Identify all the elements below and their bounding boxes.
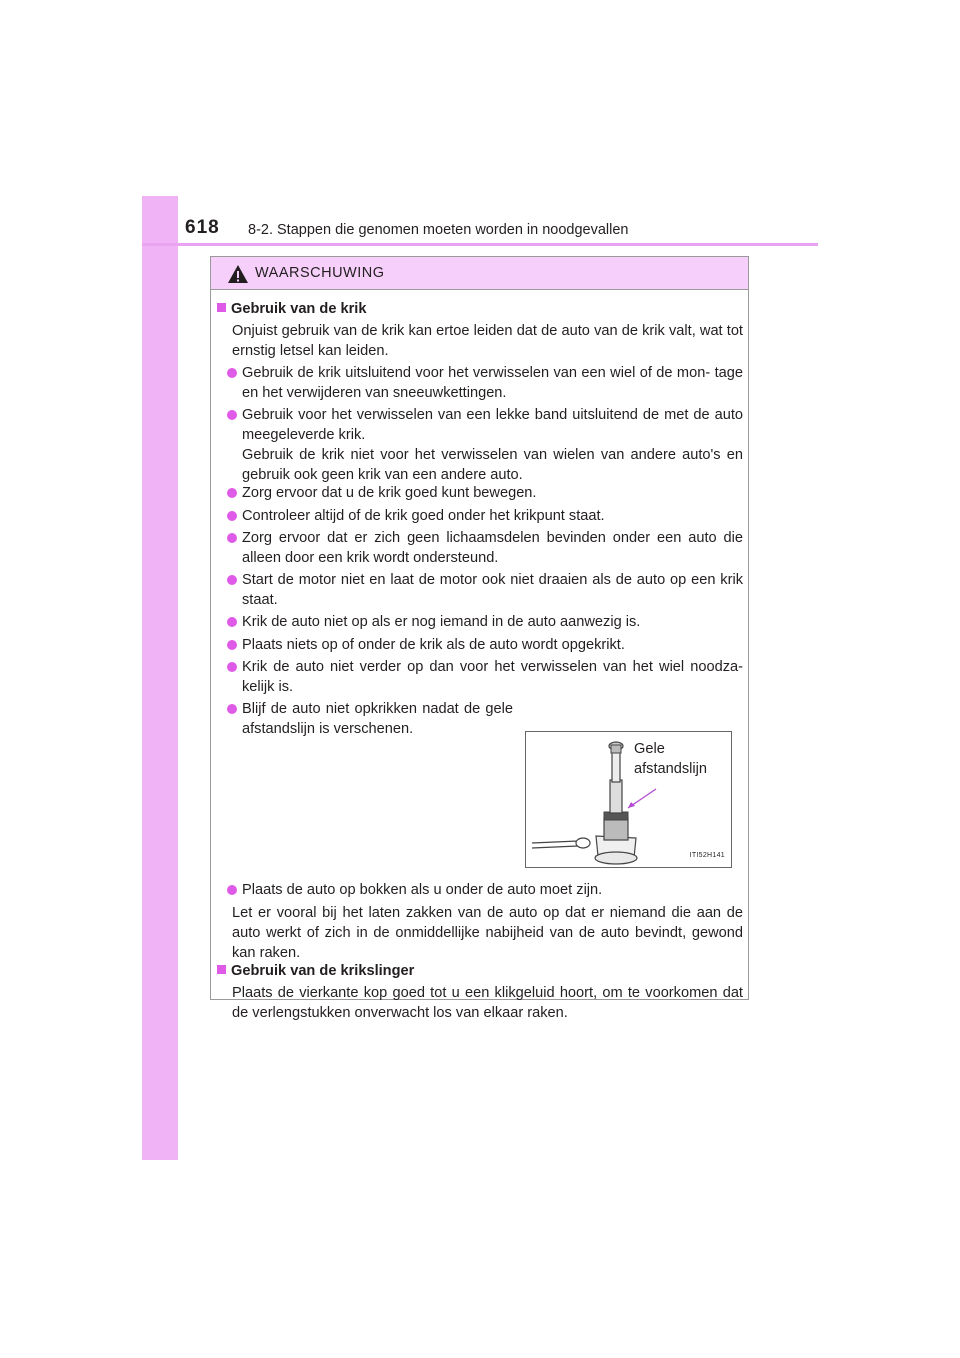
list-item: Gebruik de krik uitsluitend voor het verwisselen van een wiel of de mon- tage en het verwijderen van sneeuwkettingen. — [227, 363, 743, 403]
section-title: 8-2. Stappen die genomen moeten worden in noodgevallen — [248, 222, 629, 238]
list-item: Zorg ervoor dat er zich geen lichaamsdelen bevinden onder een auto die alleen door een krik wordt ondersteund. — [227, 528, 743, 568]
bullet-dot-icon — [227, 533, 237, 543]
list-item: Controleer altijd of de krik goed onder het krikpunt staat. — [227, 506, 743, 526]
bullet-dot-icon — [227, 511, 237, 521]
figure-code: ITI52H141 — [689, 852, 725, 859]
square-bullet-icon — [217, 965, 226, 974]
section-heading: Gebruik van de krikslinger — [217, 961, 414, 981]
section-intro: Plaats de vierkante kop goed tot u een klikgeluid hoort, om te voorkomen dat de verlengstukken onverwacht los van elkaar raken. — [232, 985, 743, 1021]
bullet-dot-icon — [227, 885, 237, 895]
list-item: Blijf de auto niet opkrikken nadat de gele afstandslijn is verschenen. — [227, 699, 513, 739]
bullet-dot-icon — [227, 617, 237, 627]
section-intro: Onjuist gebruik van de krik kan ertoe leiden dat de auto van de krik valt, wat tot ernstig letsel kan leiden. — [232, 323, 743, 359]
jack-figure — [525, 731, 732, 868]
figure-label: Gele afstandslijn — [634, 741, 708, 777]
bullet-dot-icon — [227, 410, 237, 420]
warning-box — [210, 256, 749, 1021]
list-item: Plaats de auto op bokken als u onder de auto moet zijn. — [227, 880, 743, 900]
list-item: Start de motor niet en laat de motor ook niet draaien als de auto op een krik staat. — [227, 570, 743, 610]
list-item: Krik de auto niet verder op dan voor het verwisselen van het wiel noodza- kelijk is. — [227, 657, 743, 697]
list-item: Plaats niets op of onder de krik als de auto wordt opgekrikt. — [227, 635, 743, 655]
warning-triangle-icon — [227, 264, 249, 284]
list-item: Krik de auto niet op als er nog iemand in de auto aanwezig is. — [227, 612, 743, 632]
bullet-dot-icon — [227, 488, 237, 498]
header-rule — [142, 243, 818, 246]
warning-title: WAARSCHUWING — [255, 265, 385, 281]
section-closing: Let er vooral bij het laten zakken van de auto op dat er niemand die aan de auto werkt of zich in de onmiddellijke nabijheid van de auto bevindt, gewond kan raken. — [232, 905, 743, 961]
bullet-dot-icon — [227, 368, 237, 378]
bullet-dot-icon — [227, 704, 237, 714]
warning-header — [211, 257, 748, 290]
bullet-dot-icon — [227, 662, 237, 672]
bullet-dot-icon — [227, 575, 237, 585]
bullet-dot-icon — [227, 640, 237, 650]
list-item: Zorg ervoor dat u de krik goed kunt bewegen. — [227, 483, 743, 503]
page-number: 618 — [185, 217, 220, 238]
side-color-band — [142, 196, 178, 1160]
list-item: Gebruik voor het verwisselen van een lekke band uitsluitend de met de auto meegeleverde krik. Gebruik de krik niet voor het verwisselen van wielen van andere auto's en gebruik ook geen krik van een andere auto. — [227, 405, 743, 485]
square-bullet-icon — [217, 303, 226, 312]
section-heading: Gebruik van de krik — [217, 299, 366, 319]
